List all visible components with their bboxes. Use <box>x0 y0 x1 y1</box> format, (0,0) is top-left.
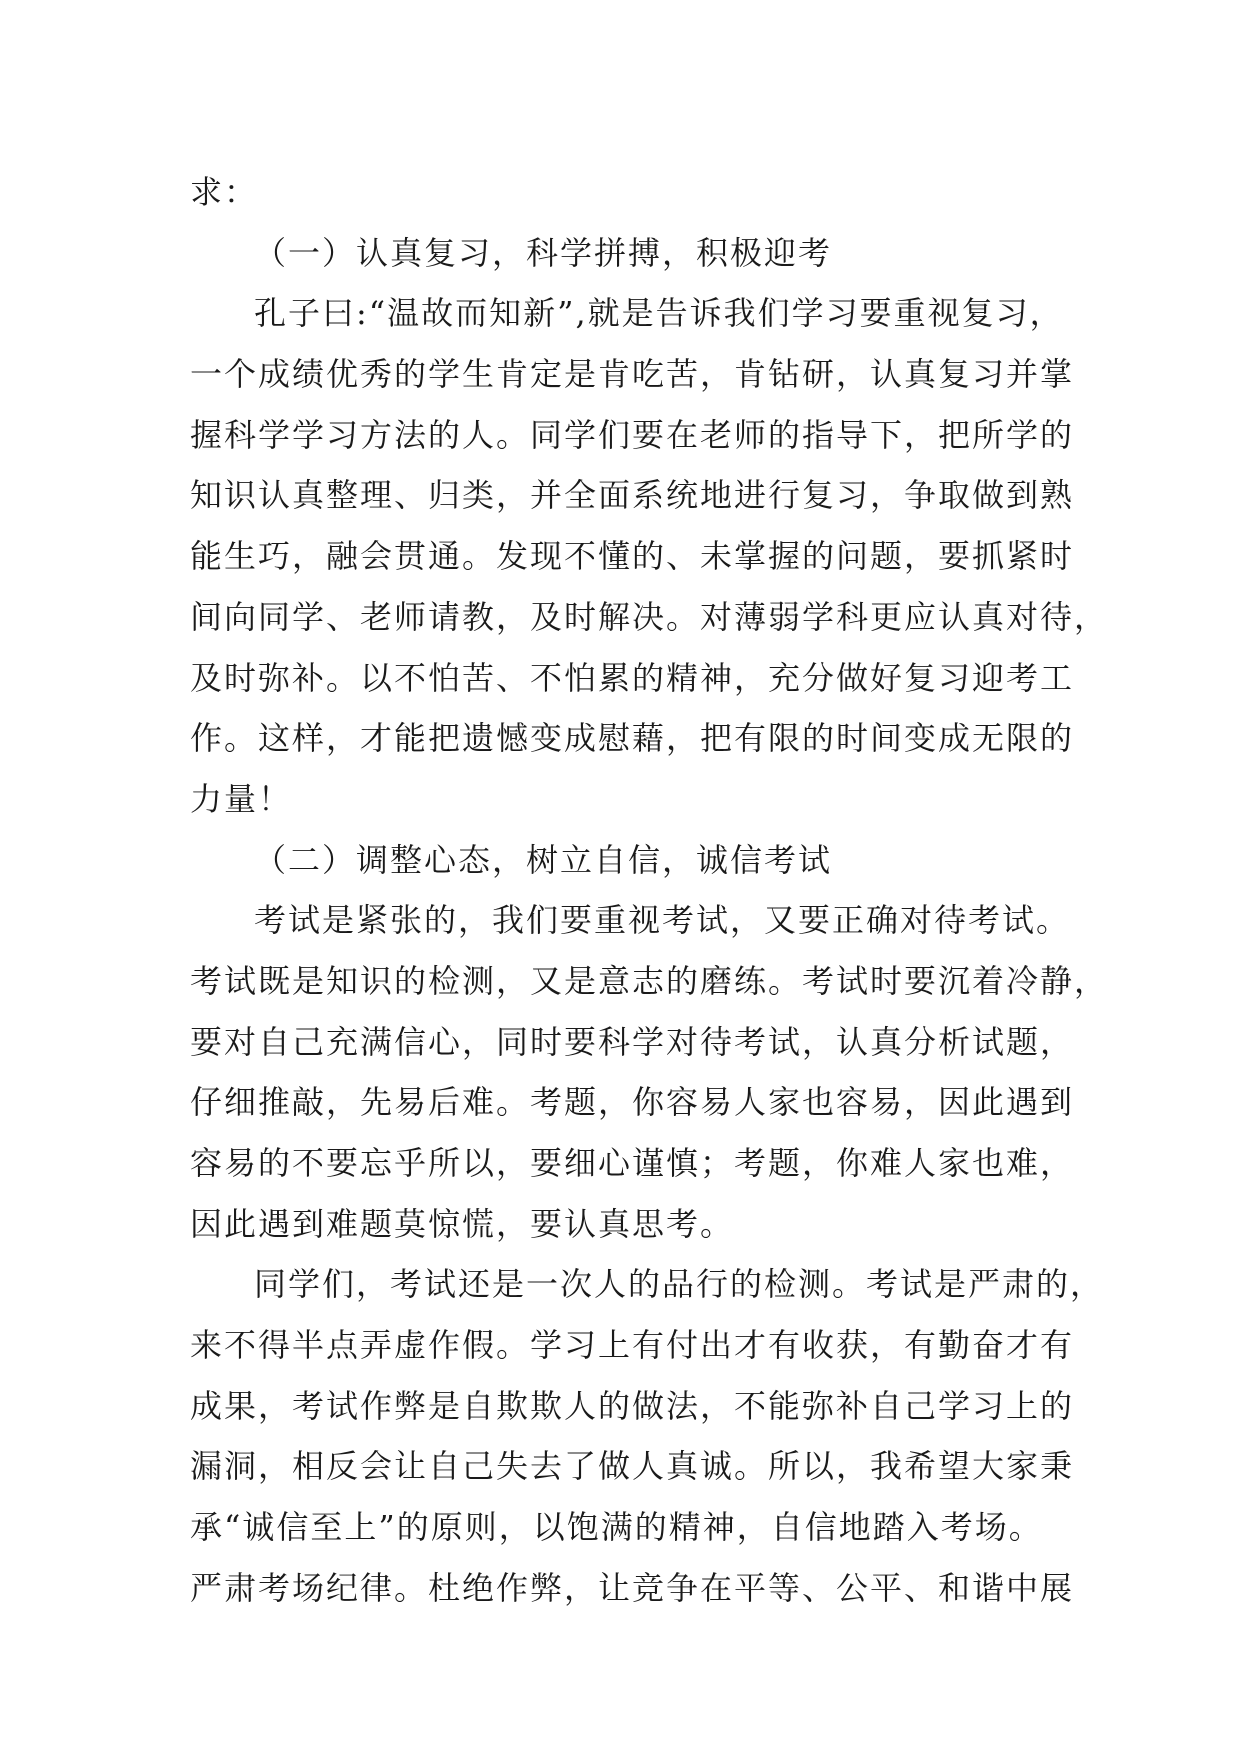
text-line: 能生巧，融会贯通。发现不懂的、未掌握的问题，要抓紧时 <box>190 537 1075 576</box>
text-line: 要对自己充满信心，同时要科学对待考试，认真分析试题， <box>190 1022 1075 1061</box>
text-line: 来不得半点弄虚作假。学习上有付出才有收获，有勤奋才有 <box>190 1326 1075 1365</box>
text-line: 力量！ <box>190 779 293 818</box>
text-line: 严肃考场纪律。杜绝作弊，让竞争在平等、公平、和谐中展 <box>190 1568 1075 1607</box>
text-line: 漏洞，相反会让自己失去了做人真诚。所以，我希望大家秉 <box>190 1447 1075 1486</box>
text-line: 因此遇到难题莫惊慌，要认真思考。 <box>190 1204 735 1243</box>
text-line: 承“诚信至上”的原则，以饱满的精神，自信地踏入考场。 <box>190 1508 1043 1547</box>
text-line: 及时弥补。以不怕苦、不怕累的精神，充分做好复习迎考工 <box>190 658 1075 697</box>
paragraph-start: 孔子曰:“温故而知新”,就是告诉我们学习要重视复习， <box>254 294 1064 333</box>
paragraph-start: 同学们，考试还是一次人的品行的检测。考试是严肃的， <box>254 1265 1105 1304</box>
text-line: 知识认真整理、归类，并全面系统地进行复习，争取做到熟 <box>190 476 1075 515</box>
text-line: 求： <box>190 173 259 211</box>
paragraph-start: 考试是紧张的，我们要重视考试，又要正确对待考试。 <box>254 901 1071 940</box>
text-line: 成果，考试作弊是自欺欺人的做法，不能弥补自己学习上的 <box>190 1386 1075 1425</box>
text-line: 作。这样，才能把遗憾变成慰藉，把有限的时间变成无限的 <box>190 719 1075 758</box>
text-line: 容易的不要忘乎所以，要细心谨慎；考题，你难人家也难， <box>190 1144 1075 1182</box>
section-heading-1: （一）认真复习，科学拼搏，积极迎考 <box>254 233 833 272</box>
text-line: 仔细推敲，先易后难。考题，你容易人家也容易，因此遇到 <box>190 1083 1075 1122</box>
section-heading-2: （二）调整心态，树立自信，诚信考试 <box>254 840 833 879</box>
text-line: 间向同学、老师请教，及时解决。对薄弱学科更应认真对待， <box>190 597 1109 636</box>
text-line: 一个成绩优秀的学生肯定是肯吃苦，肯钻研，认真复习并掌 <box>190 355 1075 394</box>
text-line: 握科学学习方法的人。同学们要在老师的指导下，把所学的 <box>190 415 1075 454</box>
text-line: 考试既是知识的检测，又是意志的磨练。考试时要沉着冷静， <box>190 961 1109 1000</box>
document-body <box>190 162 1109 1619</box>
